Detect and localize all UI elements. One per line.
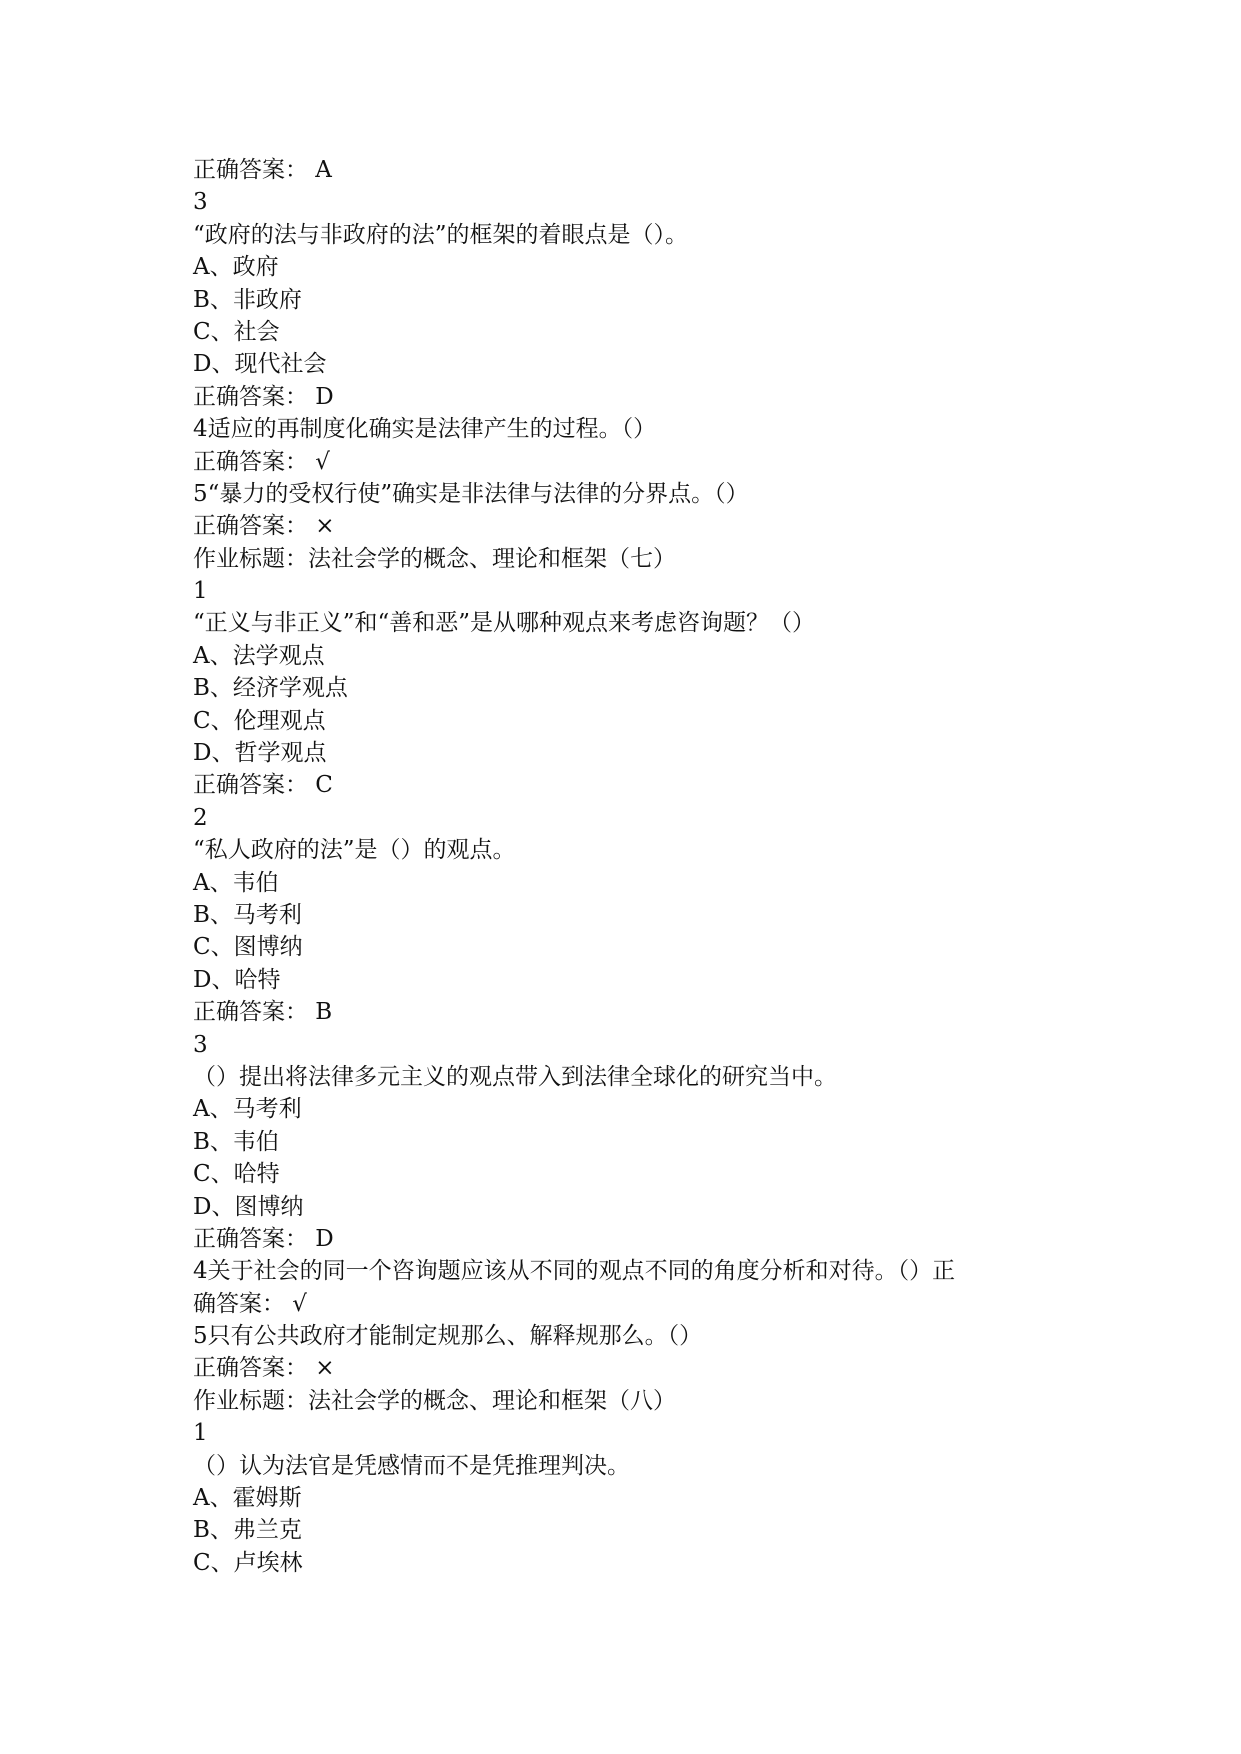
answer-line: 正确答案： D: [193, 1225, 334, 1252]
option-d: D、图博纳: [193, 1193, 304, 1220]
option-b: B、弗兰克: [193, 1517, 302, 1544]
option-a: A、霍姆斯: [193, 1485, 302, 1512]
answer-line: 正确答案： ×: [193, 513, 335, 540]
answer-line: 正确答案： B: [193, 999, 333, 1026]
option-b: B、非政府: [193, 286, 302, 313]
question-number: 2: [193, 804, 208, 831]
answer-line: 正确答案： ×: [193, 1355, 335, 1382]
option-a: A、政府: [193, 254, 279, 281]
answer-line: 正确答案： C: [193, 772, 333, 799]
question-number: 3: [193, 1031, 208, 1058]
question-text: 4关于社会的同一个咨询题应该从不同的观点不同的角度分析和对待。（）正: [193, 1258, 956, 1285]
question-number: 3: [193, 189, 208, 216]
option-c: C、社会: [193, 318, 280, 345]
question-text: “私人政府的法”是（）的观点。: [193, 837, 516, 864]
section-title: 作业标题：法社会学的概念、理论和框架（七）: [193, 545, 676, 572]
question-text: “政府的法与非政府的法”的框架的着眼点是（）。: [193, 221, 689, 248]
question-text: “正义与非正义”和“善和恶”是从哪种观点来考虑咨询题？（）: [193, 610, 816, 637]
option-a: A、韦伯: [193, 869, 279, 896]
option-c: C、卢埃林: [193, 1549, 303, 1576]
option-c: C、伦理观点: [193, 707, 326, 734]
question-text: 5“暴力的受权行使”确实是非法律与法律的分界点。（）: [193, 480, 749, 507]
document-body: [193, 154, 1053, 1579]
option-d: D、哲学观点: [193, 740, 327, 767]
option-a: A、马考利: [193, 1096, 302, 1123]
question-number: 1: [193, 1420, 208, 1447]
answer-line: 正确答案： D: [193, 383, 334, 410]
question-text: （）认为法官是凭感情而不是凭推理判决。: [193, 1452, 630, 1479]
option-d: D、现代社会: [193, 351, 327, 378]
option-c: C、图博纳: [193, 934, 303, 961]
option-a: A、法学观点: [193, 642, 325, 669]
option-b: B、韦伯: [193, 1128, 279, 1155]
question-text: 4适应的再制度化确实是法律产生的过程。（）: [193, 416, 657, 443]
section-title: 作业标题：法社会学的概念、理论和框架（八）: [193, 1387, 676, 1414]
answer-line: 正确答案： √: [193, 448, 330, 475]
option-c: C、哈特: [193, 1161, 280, 1188]
answer-line: 确答案： √: [193, 1290, 307, 1317]
option-b: B、经济学观点: [193, 675, 348, 702]
option-b: B、马考利: [193, 901, 302, 928]
option-d: D、哈特: [193, 966, 281, 993]
question-number: 1: [193, 578, 208, 605]
question-text: 5只有公共政府才能制定规那么、解释规那么。（）: [193, 1323, 703, 1350]
answer-line: 正确答案： A: [193, 157, 332, 183]
question-text: （）提出将法律多元主义的观点带入到法律全球化的研究当中。: [193, 1063, 837, 1090]
